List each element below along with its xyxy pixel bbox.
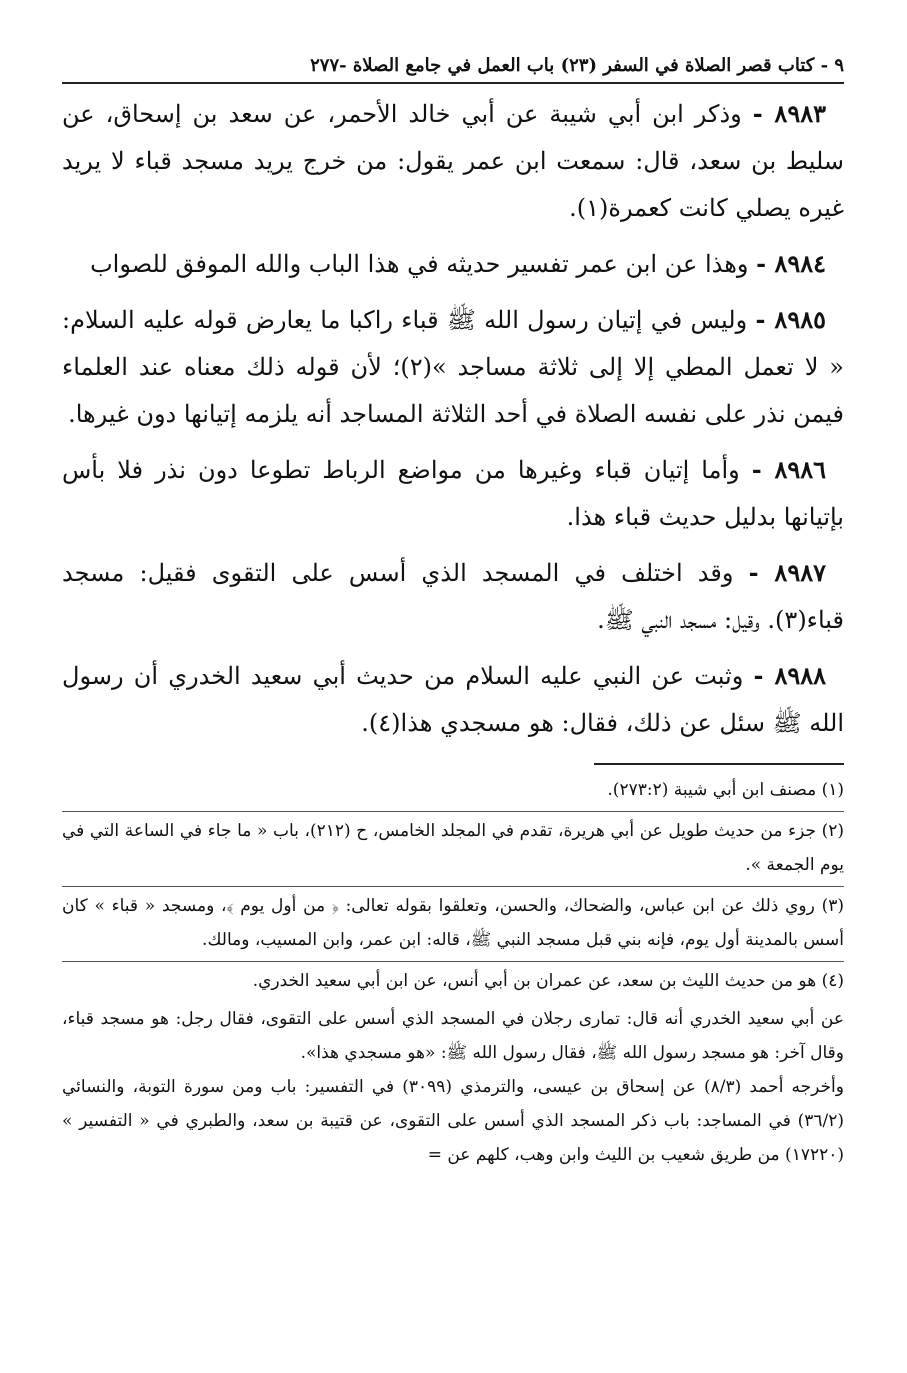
footnotes	[62, 773, 844, 1172]
paragraph-text: وليس في إتيان رسول الله ﷺ قباء راكبا ما يعارض قوله عليه السلام: « لا تعمل المطي إلا إلى ثلاثة مساجد »(٢)؛ لأن قوله ذلك معناه عند العلماء فيمن نذر على نفسه الصلاة في أحد الثلاثة المساجد أنه يلزمه إتيانها دون غيرها.	[62, 306, 844, 428]
paragraph-text: وهذا عن ابن عمر تفسير حديثه في هذا الباب والله الموفق للصواب	[90, 250, 749, 278]
paragraph-text: وثبت عن النبي عليه السلام من حديث أبي سعيد الخدري أن رسول الله ﷺ سئل عن ذلك، فقال: هو مسجدي هذا(٤).	[62, 662, 844, 737]
paragraph	[62, 652, 844, 747]
footnote: (٤) هو من حديث الليث بن سعد، عن عمران بن أبي أنس، عن ابن أبي سعيد الخدري.	[62, 961, 844, 998]
paragraph-number: ٨٩٨٦ -	[751, 455, 827, 484]
paragraph-number: ٨٩٨٥ -	[755, 305, 826, 334]
footnote-continuation: وأخرجه أحمد (٨/٣) عن إسحاق بن عيسى، والترمذي (٣٠٩٩) في التفسير: باب ومن سورة التوبة، والنسائي (٣٦/٢) في المساجد: باب ذكر المسجد الذي أسس على التقوى، عن قتيبة بن سعد، والطبري في « التفسير » (١٧٢٢٠) من طريق شعيب بن الليث وابن وهب، كلهم عن =	[62, 1077, 844, 1165]
main-text	[62, 90, 844, 747]
paragraph-number: ٨٩٨٨ -	[753, 661, 826, 690]
paragraph	[62, 296, 844, 438]
paragraph-text: وذكر ابن أبي شيبة عن أبي خالد الأحمر، عن سعد بن إسحاق، عن سليط بن سعد، قال: سمعت ابن عمر يقول: من خرج يريد مسجد قباء لا يريد غيره يصلي كانت كعمرة(١).	[62, 100, 845, 222]
paragraph-text: وأما إتيان قباء وغيرها من مواضع الرباط تطوعا دون نذر فلا بأس بإتيانها بدليل حديث قباء هذا.	[62, 456, 844, 531]
paragraph-number: ٨٩٨٧ -	[748, 558, 826, 587]
footnote: (٣) روي ذلك عن ابن عباس، والضحاك، والحسن، وتعلقوا بقوله تعالى: ﴿ من أول يوم ﴾، ومسجد « قباء » كان أسس بالمدينة أول يوم، فإنه بني قبل مسجد النبي ﷺ، قاله: ابن عمر، وابن المسيب، ومالك.	[62, 886, 844, 957]
footnote-continuation: عن أبي سعيد الخدري أنه قال: تمارى رجلان في المسجد الذي أسس على التقوى، فقال رجل: هو مسجد قباء، وقال آخر: هو مسجد رسول الله ﷺ، فقال رسول الله ﷺ: «هو مسجدي هذا».	[62, 1009, 844, 1063]
footnote: (٢) جزء من حديث طويل عن أبي هريرة، تقدم في المجلد الخامس، ح (٢١٢)، باب « ما جاء في الساعة التي في يوم الجمعة ».	[62, 811, 844, 882]
paragraph-number: ٨٩٨٣ -	[752, 99, 826, 128]
paragraph	[62, 549, 844, 644]
paragraph-text: وقد اختلف في المسجد الذي أسس على التقوى فقيل: مسجد قباء(٣). وقيل: مسجد النبي ﷺ.	[62, 559, 844, 634]
running-header: ٩ - كتاب قصر الصلاة في السفر (٢٣) باب العمل في جامع الصلاة -٢٧٧	[62, 52, 844, 84]
book-page	[62, 52, 844, 1172]
paragraph-number: ٨٩٨٤ -	[756, 249, 826, 278]
footnote-divider	[594, 763, 844, 765]
paragraph	[62, 446, 844, 541]
paragraph	[62, 240, 844, 288]
paragraph	[62, 90, 844, 232]
footnote: (١) مصنف ابن أبي شيبة (٢٧٣:٢).	[607, 780, 844, 800]
